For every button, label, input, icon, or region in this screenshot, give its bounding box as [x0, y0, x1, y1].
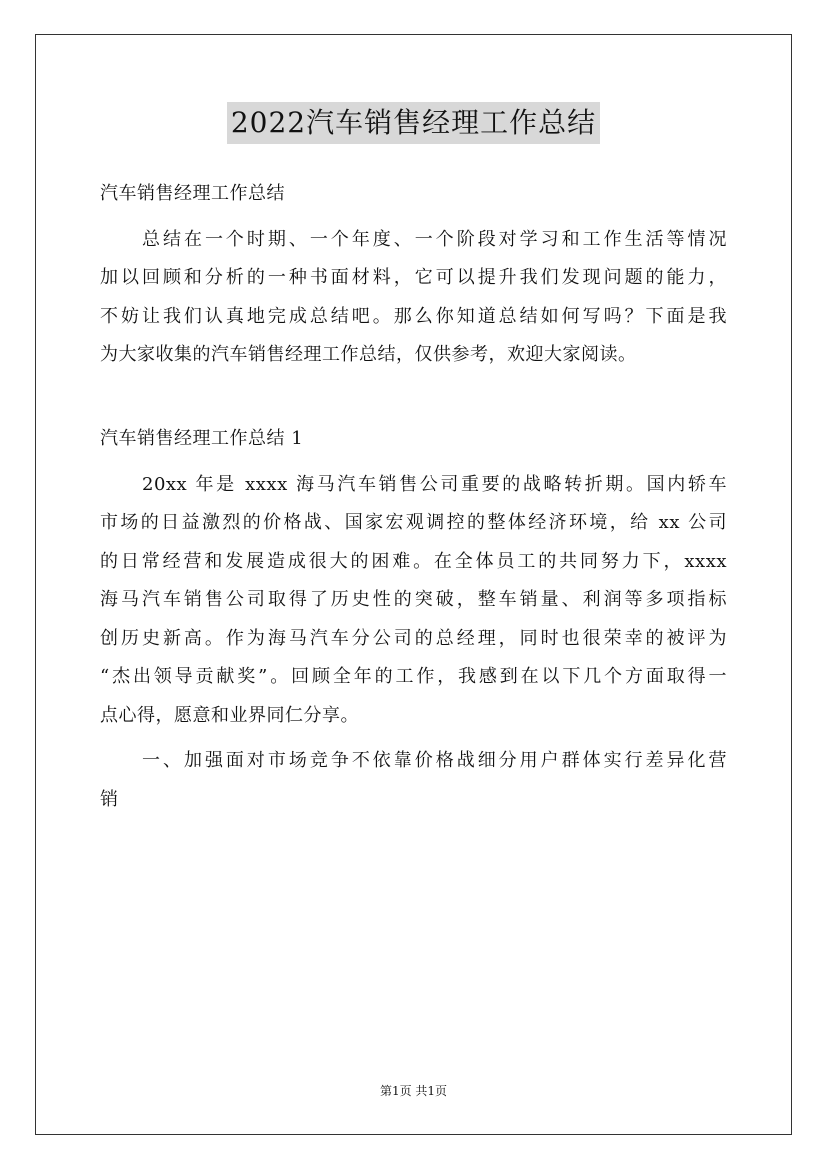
- body-line: 创历史新高。作为海马汽车分公司的总经理，同时也很荣幸的被评为: [100, 627, 727, 649]
- intro-line: 加以回顾和分析的一种书面材料，它可以提升我们发现问题的能力，: [100, 267, 727, 288]
- document-title: [0, 102, 827, 144]
- spacer: [100, 375, 727, 414]
- body-line: 20xx 年是 xxxx 海马汽车销售公司重要的战略转折期。国内轿车: [142, 473, 727, 495]
- body-line: 的日常经营和发展造成很大的困难。在全体员工的共同努力下，xxxx: [100, 550, 727, 572]
- document-subtitle: 汽车销售经理工作总结: [100, 183, 285, 204]
- intro-line: 不妨让我们认真地完成总结吧。那么你知道总结如何写吗？下面是我: [100, 305, 727, 327]
- point-line: 销: [100, 788, 119, 810]
- intro-line: 为大家收集的汽车销售经理工作总结，仅供参考，欢迎大家阅读。: [100, 344, 637, 365]
- body-line: 海马汽车销售公司取得了历史性的突破，整车销量、利润等多项指标: [100, 589, 727, 610]
- document-title-text: 2022汽车销售经理工作总结: [227, 102, 600, 144]
- body-line: 点心得，愿意和业界同仁分享。: [100, 704, 359, 726]
- spacer: [100, 413, 727, 420]
- body-paragraph: [100, 466, 727, 736]
- spacer: [100, 459, 727, 466]
- intro-line: 总结在一个时期、一个年度、一个阶段对学习和工作生活等情况: [142, 228, 727, 250]
- spacer: [100, 214, 727, 221]
- point-paragraph: [100, 742, 727, 819]
- point-line: 一、加强面对市场竞争不依靠价格战细分用户群体实行差异化营: [142, 750, 727, 771]
- body-line: 市场的日益激烈的价格战、国家宏观调控的整体经济环境，给 xx 公司: [100, 512, 727, 533]
- body-line: “杰出领导贡献奖”。回顾全年的工作，我感到在以下几个方面取得一: [100, 666, 727, 687]
- document-body: [100, 175, 727, 819]
- spacer: [100, 735, 727, 742]
- intro-paragraph: [100, 221, 727, 375]
- section-heading: 汽车销售经理工作总结 1: [100, 428, 304, 449]
- page-footer: 第1页 共1页: [379, 1084, 448, 1098]
